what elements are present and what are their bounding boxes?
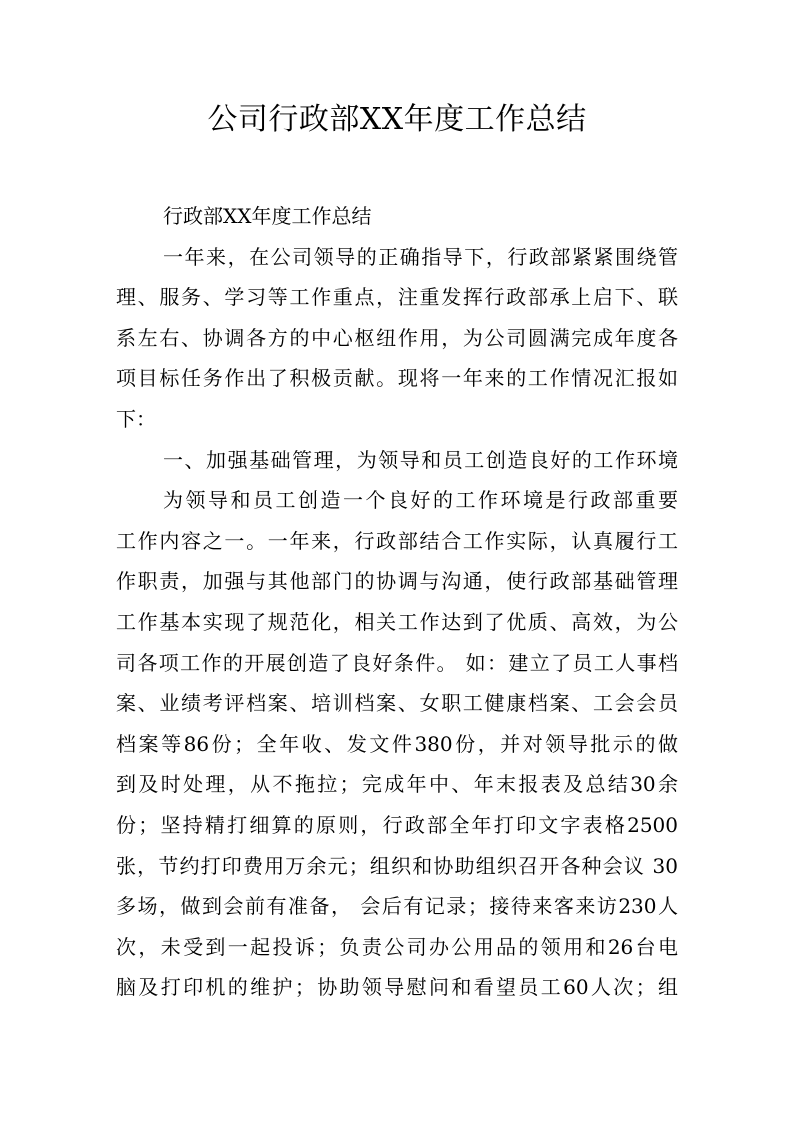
paragraph-line: 档案等86份；全年收、发文件380份，并对领导批示的做 xyxy=(116,731,678,756)
paragraph-line: 系左右、协调各方的中心枢纽作用，为公司圆满完成年度各 xyxy=(116,325,678,350)
paragraph-line: 份；坚持精打细算的原则，行政部全年打印文字表格2500 xyxy=(116,812,678,837)
paragraph-line: 到及时处理，从不拖拉；完成年中、年末报表及总结30余 xyxy=(116,772,678,797)
paragraph-line: 下： xyxy=(116,406,156,431)
section-heading: 一、加强基础管理，为领导和员工创造良好的工作环境 xyxy=(163,447,678,472)
paragraph-line: 司各项工作的开展创造了良好条件。 如：建立了员工人事档 xyxy=(116,650,678,675)
paragraph-line: 案、业绩考评档案、培训档案、女职工健康档案、工会会员 xyxy=(116,691,678,716)
paragraph-line: 次，未受到一起投诉；负责公司办公用品的领用和26台电 xyxy=(116,934,678,959)
paragraph-line: 多场，做到会前有准备， 会后有记录；接待来客来访230人 xyxy=(116,894,678,919)
paragraph-line: 张，节约打印费用万余元；组织和协助组织召开各种会议 30 xyxy=(116,853,678,878)
section-heading: 行政部XX年度工作总结 xyxy=(163,204,372,228)
paragraph-line: 作职责，加强与其他部门的协调与沟通，使行政部基础管理 xyxy=(116,569,678,594)
paragraph-line: 为领导和员工创造一个良好的工作环境是行政部重要 xyxy=(163,488,678,513)
document-body xyxy=(116,196,678,1008)
paragraph-line: 理、服务、学习等工作重点，注重发挥行政部承上启下、联 xyxy=(116,285,678,310)
paragraph-line: 工作基本实现了规范化，相关工作达到了优质、高效，为公 xyxy=(116,609,678,634)
paragraph-line: 项目标任务作出了积极贡献。现将一年来的工作情况汇报如 xyxy=(116,366,678,391)
paragraph-line: 脑及打印机的维护；协助领导慰问和看望员工60人次；组 xyxy=(116,975,678,1000)
paragraph-line: 工作内容之一。一年来，行政部结合工作实际，认真履行工 xyxy=(116,528,678,553)
document-title: 公司行政部XX年度工作总结 xyxy=(207,102,587,137)
paragraph-line: 一年来，在公司领导的正确指导下，行政部紧紧围绕管 xyxy=(163,244,678,269)
